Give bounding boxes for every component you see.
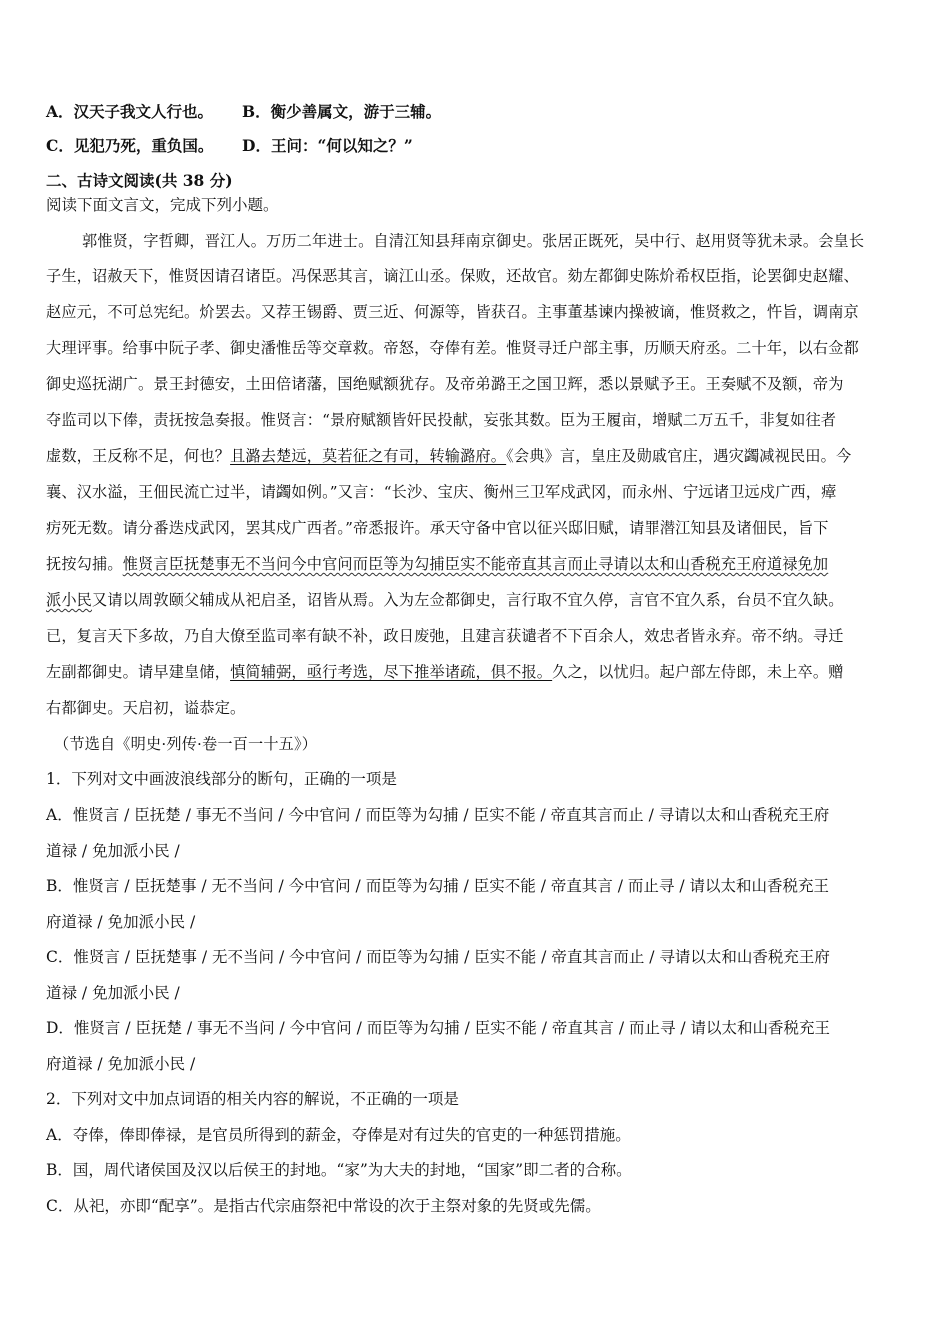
q1-option-a: A．惟贤言 / 臣抚楚 / 事无不当问 / 今中官问 / 而臣等为勾捕 / 臣实不能 / 帝直其言而止 / 寻请以太和山香税充王府: [46, 806, 830, 824]
wavy-underlined-text: 派小民: [46, 591, 93, 609]
wavy-underlined-text: 惟贤言臣抚楚事无不当问今中官问而臣等为勾捕臣实不能帝直其言而止寻请以太和山香税充王府道禄免加: [122, 555, 829, 573]
q1-option-a-cont: 道禄 / 免加派小民 /: [46, 842, 180, 860]
q1-option-b-cont: 府道禄 / 免加派小民 /: [46, 913, 196, 931]
passage-line: [46, 445, 906, 467]
passage-source: （节选自《明史·列传·卷一百一十五》）: [54, 735, 318, 753]
section-instruction: 阅读下面文言文，完成下列小题。: [46, 196, 279, 214]
q2-option-b: B．国，周代诸侯国及汉以后侯王的封地。“家”为大夫的封地，“国家”即二者的合称。: [46, 1161, 632, 1179]
question-2-stem: 2．下列对文中加点词语的相关内容的解说，不正确的一项是: [46, 1090, 459, 1108]
passage-line: 御史巡抚湖广。景王封德安，土田倍诸藩，国绝赋额犹存。及帝弟潞王之国卫辉，悉以景赋予王。王奏赋不及额，帝为: [46, 375, 844, 393]
underlined-sentence: 慎简辅弼，亟行考选，尽下推举诸疏，俱不报。: [230, 663, 553, 681]
prev-option-b: B．衡少善属文，游于三辅。: [242, 102, 442, 121]
q1-option-d-cont: 府道禄 / 免加派小民 /: [46, 1055, 196, 1073]
prev-option-a: A．汉天子我文人行也。: [46, 102, 214, 121]
passage-text: 《会典》言，皇庄及勋戚官庄，遇灾蠲减视民田。今: [506, 447, 852, 465]
passage-line: 疠死无数。请分番迭戍武冈，罢其戍广西者。”帝悉报许。承天守备中官以征兴邸旧赋，请罪潜江知县及诸佃民，旨下: [46, 519, 829, 537]
q1-option-c: C．惟贤言 / 臣抚楚事 / 无不当问 / 今中官问 / 而臣等为勾捕 / 臣实不能 / 帝直其言而止 / 寻请以太和山香税充王府: [46, 948, 830, 966]
q1-option-b: B．惟贤言 / 臣抚楚事 / 无不当问 / 今中官问 / 而臣等为勾捕 / 臣实不能 / 帝直其言 / 而止寻 / 请以太和山香税充王: [46, 877, 830, 895]
prev-option-c: C．见犯乃死，重负国。: [46, 136, 214, 155]
passage-line: 右都御史。天启初，谥恭定。: [46, 699, 246, 717]
option-row-cd: [46, 135, 906, 157]
passage-text: 抚按勾捕。: [46, 555, 123, 573]
passage-line: 大理评事。给事中阮子孝、御史潘惟岳等交章救。帝怒，夺俸有差。惟贤寻迁户部主事，历顺天府丞。二十年，以右佥都: [46, 339, 859, 357]
q1-option-d: D．惟贤言 / 臣抚楚 / 事无不当问 / 今中官问 / 而臣等为勾捕 / 臣实不能 / 帝直其言 / 而止寻 / 请以太和山香税充王: [46, 1019, 831, 1037]
passage-text: 虚数，王反称不足，何也？: [46, 447, 231, 465]
passage-line: [46, 589, 906, 611]
q2-option-a: A．夺俸，俸即俸禄，是官员所得到的薪金，夺俸是对有过失的官吏的一种惩罚措施。: [46, 1126, 631, 1144]
prev-option-d: D．王问：“何以知之？”: [242, 136, 413, 155]
passage-line: [46, 553, 906, 575]
question-1-stem: 1．下列对文中画波浪线部分的断句，正确的一项是: [46, 770, 397, 788]
section-heading: 二、古诗文阅读(共 38 分): [46, 171, 233, 190]
option-row-ab: [46, 101, 906, 123]
passage-line: 赵应元，不可总宪纪。炌罢去。又荐王锡爵、贾三近、何源等，皆获召。主事董基谏内操被谪，惟贤救之，忤旨，调南京: [46, 303, 859, 321]
passage-text: 又请以周敦颐父辅成从祀启圣，诏皆从焉。入为左佥都御史，言行取不宜久停，言官不宜久系，台员不宜久缺。: [92, 591, 844, 609]
underlined-sentence: 且潞去楚远，莫若征之有司，转输潞府。: [230, 447, 507, 465]
q2-option-c: C．从祀，亦即“配享”。是指古代宗庙祭祀中常设的次于主祭对象的先贤或先儒。: [46, 1197, 601, 1215]
passage-line: 襄、汉水溢，王佃民流亡过半，请蠲如例。”又言：“长沙、宝庆、衡州三卫军戍武冈，而永州、宁远诸卫远戍广西，瘴: [46, 483, 837, 501]
q1-option-c-cont: 道禄 / 免加派小民 /: [46, 984, 180, 1002]
passage-line: 夺监司以下俸，责抚按急奏报。惟贤言：“景府赋额皆奸民投献，妄张其数。臣为王履亩，增赋二万五千，非复如往者: [46, 411, 837, 429]
passage-line: [46, 661, 906, 683]
passage-text: 久之，以忧归。起户部左侍郎，未上卒。赠: [552, 663, 844, 681]
passage-line: 已，复言天下多故，乃自大僚至监司率有缺不补，政日废弛，且建言获谴者不下百余人，效忠者皆永弃。帝不纳。寻迁: [46, 627, 844, 645]
passage-line: 郭惟贤，字哲卿，晋江人。万历二年进士。自清江知县拜南京御史。张居正既死，吴中行、赵用贤等犹未录。会皇长: [82, 232, 865, 250]
passage-text: 左副都御史。请早建皇储，: [46, 663, 231, 681]
passage-line: 子生，诏赦天下，惟贤因请召诸臣。冯保恶其言，谪江山丞。保败，还故官。劾左都御史陈炌希权臣指，论罢御史赵耀、: [46, 267, 859, 285]
